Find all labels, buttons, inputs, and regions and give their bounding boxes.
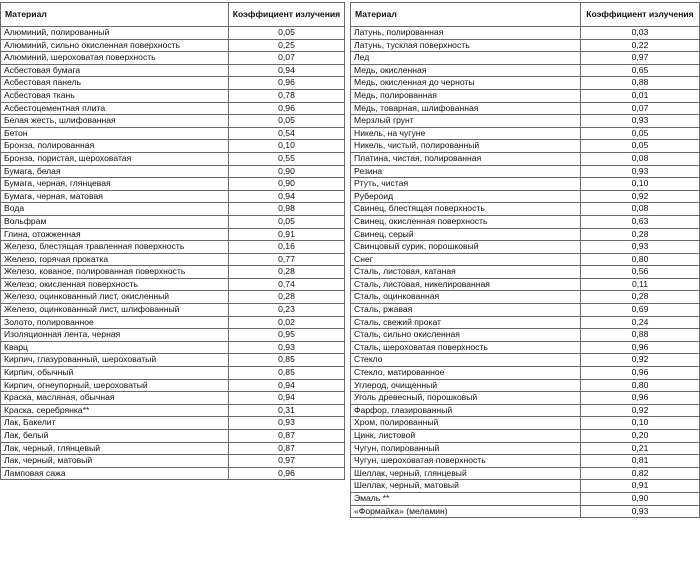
coefficient-cell: 0,90 bbox=[229, 178, 345, 191]
material-cell: Бумага, белая bbox=[1, 165, 229, 178]
table-row bbox=[1, 64, 345, 77]
coefficient-cell: 0,10 bbox=[581, 417, 700, 430]
material-cell: Платина, чистая, полированная bbox=[351, 152, 581, 165]
material-cell: Медь, окисленная до черноты bbox=[351, 77, 581, 90]
emissivity-table-left bbox=[0, 2, 345, 480]
coefficient-cell: 0,92 bbox=[581, 190, 700, 203]
table-row bbox=[1, 115, 345, 128]
coefficient-cell: 0,85 bbox=[229, 367, 345, 380]
table-row bbox=[351, 316, 700, 329]
material-cell: Бронза, полированная bbox=[1, 140, 229, 153]
table-row bbox=[1, 341, 345, 354]
table-row bbox=[1, 253, 345, 266]
material-cell: Краска, масляная, обычная bbox=[1, 392, 229, 405]
coefficient-cell: 0,10 bbox=[581, 178, 700, 191]
coefficient-cell: 0,28 bbox=[581, 228, 700, 241]
coefficient-cell: 0,05 bbox=[229, 215, 345, 228]
table-row bbox=[351, 480, 700, 493]
material-cell: Асбестовая бумага bbox=[1, 64, 229, 77]
coefficient-header: Коэффициент излучения bbox=[581, 3, 700, 27]
coefficient-cell: 0,21 bbox=[581, 442, 700, 455]
material-cell: Эмаль ** bbox=[351, 492, 581, 505]
table-row bbox=[351, 140, 700, 153]
coefficient-cell: 0,93 bbox=[229, 341, 345, 354]
coefficient-cell: 0,20 bbox=[581, 430, 700, 443]
coefficient-cell: 0,23 bbox=[229, 304, 345, 317]
material-cell: Стекло bbox=[351, 354, 581, 367]
material-cell: Белая жесть, шлифованная bbox=[1, 115, 229, 128]
material-cell: Алюминий, шероховатая поверхность bbox=[1, 52, 229, 65]
coefficient-cell: 0,74 bbox=[229, 278, 345, 291]
table-row bbox=[1, 178, 345, 191]
material-cell: Снег bbox=[351, 253, 581, 266]
table-row bbox=[351, 367, 700, 380]
coefficient-cell: 0,28 bbox=[229, 291, 345, 304]
material-cell: «Формайка» (меламин) bbox=[351, 505, 581, 518]
table-row bbox=[1, 127, 345, 140]
coefficient-cell: 0,55 bbox=[229, 152, 345, 165]
material-cell: Железо, блестящая травленная поверхность bbox=[1, 241, 229, 254]
table-row bbox=[351, 77, 700, 90]
table-row bbox=[1, 430, 345, 443]
table-row bbox=[1, 77, 345, 90]
table-row bbox=[351, 127, 700, 140]
table-row bbox=[1, 442, 345, 455]
coefficient-cell: 0,94 bbox=[229, 190, 345, 203]
table-row bbox=[1, 190, 345, 203]
material-cell: Резина bbox=[351, 165, 581, 178]
table-row bbox=[351, 442, 700, 455]
material-cell: Уголь древесный, порошковый bbox=[351, 392, 581, 405]
table-row bbox=[351, 455, 700, 468]
coefficient-cell: 0,90 bbox=[229, 165, 345, 178]
material-cell: Железо, оцинкованный лист, окисленный bbox=[1, 291, 229, 304]
material-cell: Железо, горячая прокатка bbox=[1, 253, 229, 266]
coefficient-cell: 0,94 bbox=[229, 379, 345, 392]
material-cell: Железо, окисленная поверхность bbox=[1, 278, 229, 291]
table-row bbox=[351, 89, 700, 102]
material-cell: Лед bbox=[351, 52, 581, 65]
material-cell: Бумага, черная, глянцевая bbox=[1, 178, 229, 191]
table-row bbox=[351, 115, 700, 128]
coefficient-cell: 0,93 bbox=[581, 165, 700, 178]
material-cell: Асбестоцементная плита bbox=[1, 102, 229, 115]
table-row bbox=[1, 316, 345, 329]
coefficient-cell: 0,88 bbox=[581, 329, 700, 342]
material-cell: Медь, окисленная bbox=[351, 64, 581, 77]
material-cell: Шеллак, черный, матовый bbox=[351, 480, 581, 493]
material-header: Материал bbox=[351, 3, 581, 27]
coefficient-cell: 0,96 bbox=[229, 102, 345, 115]
table-row bbox=[1, 392, 345, 405]
material-cell: Углерод, очищенный bbox=[351, 379, 581, 392]
coefficient-cell: 0,05 bbox=[229, 115, 345, 128]
coefficient-cell: 0,81 bbox=[581, 455, 700, 468]
table-row bbox=[1, 228, 345, 241]
coefficient-cell: 0,07 bbox=[581, 102, 700, 115]
table-row bbox=[351, 354, 700, 367]
coefficient-cell: 0,98 bbox=[229, 203, 345, 216]
table-row bbox=[351, 379, 700, 392]
table-row bbox=[351, 505, 700, 518]
coefficient-cell: 0,22 bbox=[581, 39, 700, 52]
table-body-left bbox=[1, 27, 345, 480]
coefficient-cell: 0,96 bbox=[229, 77, 345, 90]
table-row bbox=[1, 367, 345, 380]
table-row bbox=[351, 178, 700, 191]
material-cell: Медь, полированная bbox=[351, 89, 581, 102]
coefficient-cell: 0,96 bbox=[581, 341, 700, 354]
coefficient-cell: 0,08 bbox=[581, 203, 700, 216]
material-cell: Мерзлый грунт bbox=[351, 115, 581, 128]
material-cell: Ламповая сажа bbox=[1, 467, 229, 480]
coefficient-cell: 0,93 bbox=[581, 115, 700, 128]
table-row bbox=[1, 291, 345, 304]
material-cell: Никель, чистый, полированный bbox=[351, 140, 581, 153]
table-row bbox=[351, 341, 700, 354]
table-row bbox=[1, 404, 345, 417]
table-row bbox=[1, 278, 345, 291]
table-row bbox=[1, 39, 345, 52]
table-row bbox=[351, 266, 700, 279]
coefficient-cell: 0,93 bbox=[229, 417, 345, 430]
coefficient-cell: 0,92 bbox=[581, 404, 700, 417]
material-cell: Свинец, серый bbox=[351, 228, 581, 241]
material-cell: Краска, серебрянка** bbox=[1, 404, 229, 417]
material-cell: Кирпич, обычный bbox=[1, 367, 229, 380]
material-cell: Стекло, матированное bbox=[351, 367, 581, 380]
table-row bbox=[351, 291, 700, 304]
table-row bbox=[351, 102, 700, 115]
material-cell: Хром, полированный bbox=[351, 417, 581, 430]
coefficient-cell: 0,87 bbox=[229, 442, 345, 455]
material-cell: Сталь, листовая, никелированная bbox=[351, 278, 581, 291]
coefficient-cell: 0,63 bbox=[581, 215, 700, 228]
table-row bbox=[1, 52, 345, 65]
table-row bbox=[351, 152, 700, 165]
coefficient-cell: 0,56 bbox=[581, 266, 700, 279]
coefficient-cell: 0,11 bbox=[581, 278, 700, 291]
coefficient-cell: 0,96 bbox=[229, 467, 345, 480]
coefficient-cell: 0,10 bbox=[229, 140, 345, 153]
coefficient-cell: 0,90 bbox=[581, 492, 700, 505]
material-cell: Кварц bbox=[1, 341, 229, 354]
table-row bbox=[1, 152, 345, 165]
coefficient-cell: 0,31 bbox=[229, 404, 345, 417]
material-cell: Лак, черный, глянцевый bbox=[1, 442, 229, 455]
coefficient-cell: 0,07 bbox=[229, 52, 345, 65]
coefficient-cell: 0,87 bbox=[229, 430, 345, 443]
coefficient-cell: 0,95 bbox=[229, 329, 345, 342]
coefficient-cell: 0,69 bbox=[581, 304, 700, 317]
material-cell: Бронза, пористая, шероховатая bbox=[1, 152, 229, 165]
coefficient-cell: 0,80 bbox=[581, 379, 700, 392]
header-row bbox=[351, 3, 700, 27]
material-cell: Асбестовая ткань bbox=[1, 89, 229, 102]
table-row bbox=[351, 392, 700, 405]
coefficient-cell: 0,91 bbox=[229, 228, 345, 241]
coefficient-cell: 0,77 bbox=[229, 253, 345, 266]
coefficient-cell: 0,05 bbox=[229, 27, 345, 40]
material-cell: Свинец, блестящая поверхность bbox=[351, 203, 581, 216]
material-cell: Сталь, оцинкованная bbox=[351, 291, 581, 304]
material-cell: Алюминий, сильно окисленная поверхность bbox=[1, 39, 229, 52]
material-cell: Изоляционная лента, черная bbox=[1, 329, 229, 342]
material-cell: Бетон bbox=[1, 127, 229, 140]
table-row bbox=[1, 266, 345, 279]
material-cell: Сталь, листовая, катаная bbox=[351, 266, 581, 279]
material-cell: Сталь, сильно окисленная bbox=[351, 329, 581, 342]
material-cell: Вольфрам bbox=[1, 215, 229, 228]
table-row bbox=[351, 253, 700, 266]
coefficient-cell: 0,93 bbox=[581, 505, 700, 518]
material-cell: Кирпич, огнеупорный, шероховатый bbox=[1, 379, 229, 392]
material-header: Материал bbox=[1, 3, 229, 27]
table-row bbox=[1, 417, 345, 430]
coefficient-cell: 0,05 bbox=[581, 127, 700, 140]
table-row bbox=[351, 430, 700, 443]
coefficient-header: Коэффициент излучения bbox=[229, 3, 345, 27]
table-row bbox=[1, 379, 345, 392]
table-row bbox=[1, 329, 345, 342]
material-cell: Железо, кованое, полированная поверхность bbox=[1, 266, 229, 279]
emissivity-table-right bbox=[350, 2, 700, 518]
material-cell: Свинцовый сурик, порошковый bbox=[351, 241, 581, 254]
table-row bbox=[351, 329, 700, 342]
material-cell: Сталь, шероховатая поверхность bbox=[351, 341, 581, 354]
coefficient-cell: 0,82 bbox=[581, 467, 700, 480]
table-row bbox=[351, 203, 700, 216]
material-cell: Ртуть, чистая bbox=[351, 178, 581, 191]
header-row bbox=[1, 3, 345, 27]
table-row bbox=[351, 52, 700, 65]
table-row bbox=[351, 404, 700, 417]
material-cell: Латунь, тусклая поверхность bbox=[351, 39, 581, 52]
coefficient-cell: 0,94 bbox=[229, 392, 345, 405]
coefficient-cell: 0,02 bbox=[229, 316, 345, 329]
material-cell: Чугун, полированный bbox=[351, 442, 581, 455]
coefficient-cell: 0,54 bbox=[229, 127, 345, 140]
table-row bbox=[1, 455, 345, 468]
table-row bbox=[1, 89, 345, 102]
coefficient-cell: 0,96 bbox=[581, 367, 700, 380]
table-row bbox=[351, 64, 700, 77]
coefficient-cell: 0,16 bbox=[229, 241, 345, 254]
coefficient-cell: 0,88 bbox=[581, 77, 700, 90]
material-cell: Золото, полированное bbox=[1, 316, 229, 329]
material-cell: Железо, оцинкованный лист, шлифованный bbox=[1, 304, 229, 317]
coefficient-cell: 0,25 bbox=[229, 39, 345, 52]
coefficient-cell: 0,08 bbox=[581, 152, 700, 165]
coefficient-cell: 0,01 bbox=[581, 89, 700, 102]
material-cell: Лак, черный, матовый bbox=[1, 455, 229, 468]
table-row bbox=[351, 278, 700, 291]
material-cell: Чугун, шероховатая поверхность bbox=[351, 455, 581, 468]
table-row bbox=[351, 467, 700, 480]
coefficient-cell: 0,91 bbox=[581, 480, 700, 493]
table-row bbox=[1, 27, 345, 40]
coefficient-cell: 0,78 bbox=[229, 89, 345, 102]
coefficient-cell: 0,28 bbox=[581, 291, 700, 304]
coefficient-cell: 0,80 bbox=[581, 253, 700, 266]
coefficient-cell: 0,92 bbox=[581, 354, 700, 367]
table-row bbox=[351, 190, 700, 203]
coefficient-cell: 0,85 bbox=[229, 354, 345, 367]
table-row bbox=[1, 165, 345, 178]
coefficient-cell: 0,94 bbox=[229, 64, 345, 77]
table-row bbox=[351, 39, 700, 52]
table-row bbox=[351, 492, 700, 505]
table-row bbox=[351, 228, 700, 241]
coefficient-cell: 0,05 bbox=[581, 140, 700, 153]
material-cell: Алюминий, полированный bbox=[1, 27, 229, 40]
coefficient-cell: 0,96 bbox=[581, 392, 700, 405]
table-row bbox=[351, 215, 700, 228]
table-row bbox=[1, 102, 345, 115]
table-row bbox=[1, 241, 345, 254]
material-cell: Шеллак, черный, глянцевый bbox=[351, 467, 581, 480]
table-row bbox=[351, 417, 700, 430]
material-cell: Цинк, листовой bbox=[351, 430, 581, 443]
table-row bbox=[1, 215, 345, 228]
table-row bbox=[351, 304, 700, 317]
table-row bbox=[1, 304, 345, 317]
table-row bbox=[1, 467, 345, 480]
material-cell: Сталь, свежий прокат bbox=[351, 316, 581, 329]
material-cell: Медь, товарная, шлифованная bbox=[351, 102, 581, 115]
table-row bbox=[351, 165, 700, 178]
table-row bbox=[1, 203, 345, 216]
coefficient-cell: 0,65 bbox=[581, 64, 700, 77]
coefficient-cell: 0,97 bbox=[581, 52, 700, 65]
material-cell: Глина, отожженная bbox=[1, 228, 229, 241]
material-cell: Лак, белый bbox=[1, 430, 229, 443]
table-body-right bbox=[351, 27, 700, 518]
material-cell: Вода bbox=[1, 203, 229, 216]
material-cell: Фарфор, глазированный bbox=[351, 404, 581, 417]
coefficient-cell: 0,97 bbox=[229, 455, 345, 468]
coefficient-cell: 0,28 bbox=[229, 266, 345, 279]
material-cell: Рубероид bbox=[351, 190, 581, 203]
coefficient-cell: 0,03 bbox=[581, 27, 700, 40]
coefficient-cell: 0,24 bbox=[581, 316, 700, 329]
table-row bbox=[351, 241, 700, 254]
material-cell: Никель, на чугуне bbox=[351, 127, 581, 140]
material-cell: Бумага, черная, матовая bbox=[1, 190, 229, 203]
table-row bbox=[1, 354, 345, 367]
material-cell: Лак, Бакелит bbox=[1, 417, 229, 430]
table-row bbox=[351, 27, 700, 40]
table-row bbox=[1, 140, 345, 153]
material-cell: Сталь, ржавая bbox=[351, 304, 581, 317]
material-cell: Кирпич, глазурованный, шероховатый bbox=[1, 354, 229, 367]
material-cell: Свинец, окисленная поверхность bbox=[351, 215, 581, 228]
material-cell: Асбестовая панель bbox=[1, 77, 229, 90]
coefficient-cell: 0,93 bbox=[581, 241, 700, 254]
material-cell: Латунь, полированная bbox=[351, 27, 581, 40]
